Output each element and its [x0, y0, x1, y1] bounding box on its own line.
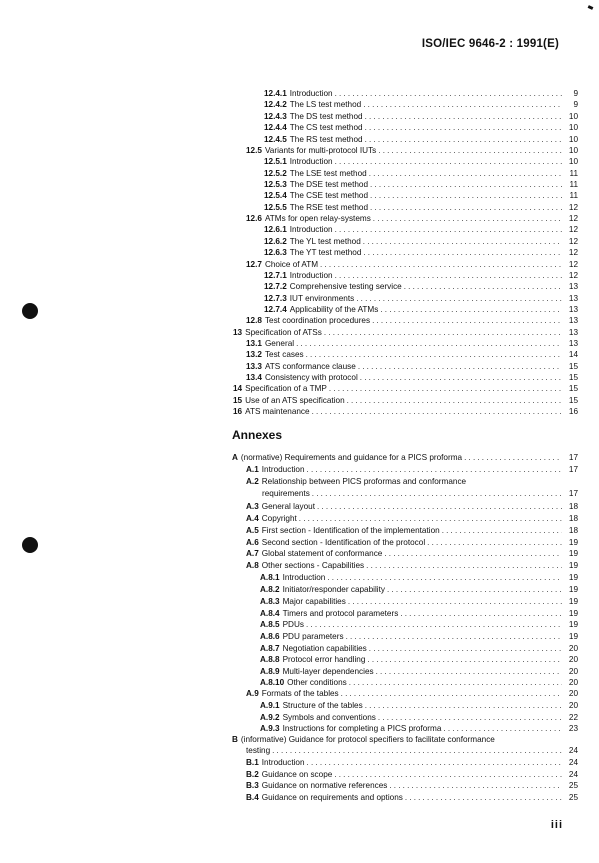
- dot-leader: [272, 745, 562, 756]
- toc-page-number: 20: [568, 667, 578, 676]
- toc-section-title: PDU parameters: [282, 632, 344, 641]
- dot-leader: [341, 688, 562, 699]
- toc-page-number: 12: [568, 248, 578, 257]
- toc-section-number: A.8.5: [260, 620, 280, 629]
- dot-leader: [443, 723, 562, 734]
- toc-section-title: ATMs for open relay-systems: [264, 214, 371, 223]
- toc-entry[interactable]: [246, 349, 578, 360]
- toc-section-title: ATS conformance clause: [264, 362, 356, 371]
- toc-section-title: Specification of a TMP: [245, 384, 327, 393]
- toc-section-title: Introduction: [289, 157, 333, 166]
- toc-page-number: 17: [568, 453, 578, 462]
- toc-entry[interactable]: [264, 236, 578, 247]
- toc-page-number: 13: [568, 294, 578, 303]
- toc-section-title: Specification of ATSs: [245, 328, 322, 337]
- toc-section-number: 13.2: [246, 350, 262, 359]
- toc-page-number: 20: [568, 644, 578, 653]
- toc-entry[interactable]: [246, 501, 578, 512]
- toc-entry[interactable]: [260, 677, 578, 688]
- toc-entry[interactable]: [246, 372, 578, 383]
- toc-entry[interactable]: [233, 327, 578, 338]
- toc-section-title: Major capabilities: [282, 597, 346, 606]
- toc-page-number: 11: [569, 180, 578, 189]
- toc-page-number: 9: [573, 100, 578, 109]
- dot-leader: [327, 572, 562, 583]
- dot-leader: [366, 560, 562, 571]
- toc-section-title: Guidance on normative references: [261, 781, 388, 790]
- toc-entry[interactable]: [264, 179, 578, 190]
- toc-section-title: Introduction: [261, 758, 305, 767]
- toc-section-title: Structure of the tables: [282, 701, 363, 710]
- toc-entry[interactable]: [260, 584, 578, 595]
- toc-section-number: A.2: [246, 477, 259, 486]
- toc-page-number: 19: [568, 609, 578, 618]
- toc-page-number: 18: [568, 514, 578, 523]
- toc-page-number: 24: [568, 770, 578, 779]
- toc-section-number: A.8: [246, 561, 259, 570]
- toc-section-number: A.8.6: [260, 632, 280, 641]
- toc-page-number: 19: [568, 573, 578, 582]
- toc-page-number: 15: [568, 396, 578, 405]
- toc-section-number: A.8.1: [260, 573, 280, 582]
- dot-leader: [356, 293, 562, 304]
- dot-leader: [363, 247, 562, 258]
- toc-page-number: 19: [568, 561, 578, 570]
- dot-leader: [334, 769, 562, 780]
- toc-entry[interactable]: [246, 560, 578, 571]
- toc-section-number: A.9: [246, 689, 259, 698]
- toc-entry[interactable]: [233, 406, 578, 417]
- toc-page-number: 22: [568, 713, 578, 722]
- dot-leader: [317, 501, 562, 512]
- toc-section-number: A.7: [246, 549, 259, 558]
- toc-entry[interactable]: [246, 145, 578, 156]
- dot-leader: [370, 190, 562, 201]
- dot-leader: [329, 383, 562, 394]
- dot-leader: [349, 677, 562, 688]
- toc-section-number: B: [232, 735, 238, 744]
- toc-entry[interactable]: [260, 608, 578, 619]
- toc-section-title: (informative) Guidance for protocol specifiers to facilitate conformance: [240, 735, 495, 744]
- toc-section-title: Global statement of conformance: [261, 549, 383, 558]
- toc-entry[interactable]: [233, 383, 578, 394]
- toc-page-number: 12: [568, 214, 578, 223]
- toc-section-title: Guidance on scope: [261, 770, 333, 779]
- toc-page-number: 15: [568, 384, 578, 393]
- toc-section-title: General: [264, 339, 295, 348]
- dot-leader: [372, 315, 562, 326]
- dot-leader: [312, 406, 562, 417]
- toc-section-number: 13.3: [246, 362, 262, 371]
- dot-leader: [307, 464, 562, 475]
- toc-entry[interactable]: [246, 548, 578, 559]
- dot-leader: [346, 631, 562, 642]
- dot-leader: [464, 452, 562, 463]
- dot-leader: [427, 537, 562, 548]
- toc-entry[interactable]: [246, 513, 578, 524]
- toc-entry[interactable]: [264, 224, 578, 235]
- toc-section-number: B.1: [246, 758, 259, 767]
- toc-entry[interactable]: [246, 361, 578, 372]
- toc-section-title: Initiator/responder capability: [282, 585, 385, 594]
- toc-section-title: Consistency with protocol: [264, 373, 358, 382]
- dot-leader: [296, 338, 562, 349]
- toc-section-number: A.6: [246, 538, 259, 547]
- toc-entry[interactable]: [246, 315, 578, 326]
- toc-page-number: 11: [569, 191, 578, 200]
- toc-entry[interactable]: [246, 792, 578, 803]
- toc-section-title: Introduction: [289, 225, 333, 234]
- dot-leader: [363, 236, 562, 247]
- toc-entry[interactable]: [246, 476, 578, 487]
- toc-section-title: Introduction: [289, 89, 333, 98]
- toc-entry[interactable]: [260, 631, 578, 642]
- toc-section-number: 12.5.2: [264, 169, 287, 178]
- dot-leader: [335, 224, 562, 235]
- toc-entry[interactable]: [246, 745, 578, 756]
- toc-section-number: A.5: [246, 526, 259, 535]
- toc-entry[interactable]: [260, 596, 578, 607]
- toc-entry[interactable]: [260, 723, 578, 734]
- toc-section-number: 12.7.2: [264, 282, 287, 291]
- toc-page-number: 24: [568, 758, 578, 767]
- dot-leader: [370, 202, 562, 213]
- toc-section-number: A.9.3: [260, 724, 280, 733]
- dot-leader: [324, 327, 562, 338]
- dot-leader: [347, 395, 562, 406]
- toc-section-title: Introduction: [261, 465, 305, 474]
- toc-section-number: 12.7: [246, 260, 262, 269]
- toc-section-title: The DS test method: [289, 112, 363, 121]
- toc-entry[interactable]: [262, 488, 578, 499]
- toc-section-title: Guidance on requirements and options: [261, 793, 403, 802]
- dot-leader: [384, 548, 562, 559]
- toc-section-number: 16: [233, 407, 243, 416]
- toc-entry[interactable]: [246, 464, 578, 475]
- toc-section-title: Introduction: [289, 271, 333, 280]
- toc-section-title: The YT test method: [289, 248, 362, 257]
- toc-entry[interactable]: [260, 666, 578, 677]
- toc-entry[interactable]: [260, 572, 578, 583]
- toc-section-number: A: [232, 453, 238, 462]
- toc-section-title: testing: [246, 746, 271, 755]
- toc-section-number: 12.5.5: [264, 203, 287, 212]
- toc-entry[interactable]: [246, 688, 578, 699]
- toc-page-number: 9: [573, 89, 578, 98]
- dot-leader: [365, 111, 562, 122]
- toc-section-title: Protocol error handling: [282, 655, 366, 664]
- toc-page-number: 19: [568, 585, 578, 594]
- toc-section-number: 12.5.1: [264, 157, 287, 166]
- toc-section-title: PDUs: [282, 620, 304, 629]
- toc-section-title: Timers and protocol parameters: [282, 609, 399, 618]
- toc-section-number: 12.7.4: [264, 305, 287, 314]
- toc-page-number: 19: [568, 620, 578, 629]
- dot-leader: [335, 88, 562, 99]
- toc-section-title: Symbols and conventions: [282, 713, 376, 722]
- toc-section-title: Instructions for completing a PICS proforma: [282, 724, 442, 733]
- toc-entry[interactable]: [246, 259, 578, 270]
- toc-entry[interactable]: [233, 395, 578, 406]
- toc-page-number: 10: [568, 157, 578, 166]
- toc-section-number: B.2: [246, 770, 259, 779]
- toc-page-number: 12: [568, 237, 578, 246]
- dot-leader: [400, 608, 562, 619]
- dot-leader: [378, 145, 562, 156]
- toc-section-number: 12.6.3: [264, 248, 287, 257]
- toc-entry[interactable]: [232, 452, 578, 463]
- toc-entry[interactable]: [264, 99, 578, 110]
- toc-entry[interactable]: [264, 304, 578, 315]
- toc-page-number: 19: [568, 538, 578, 547]
- toc-section-number: 12.6: [246, 214, 262, 223]
- toc-section-number: B.3: [246, 781, 259, 790]
- toc-section-number: A.8.3: [260, 597, 280, 606]
- dot-leader: [312, 488, 562, 499]
- toc-section-number: 12.6.1: [264, 225, 287, 234]
- dot-leader: [335, 156, 562, 167]
- toc-entry[interactable]: [246, 769, 578, 780]
- toc-page-number: 25: [568, 793, 578, 802]
- toc-section-title: The RSE test method: [289, 203, 369, 212]
- toc-page-number: 19: [568, 549, 578, 558]
- toc-section-title: Relationship between PICS proformas and conformance: [261, 477, 467, 486]
- dot-leader: [363, 99, 562, 110]
- toc-page-number: 10: [568, 112, 578, 121]
- toc-section-title: The LSE test method: [289, 169, 367, 178]
- toc-page-number: 15: [568, 373, 578, 382]
- toc-section-title: Formats of the tables: [261, 689, 339, 698]
- toc-section-number: 12.7.3: [264, 294, 287, 303]
- dot-leader: [405, 792, 562, 803]
- toc-section-number: A.4: [246, 514, 259, 523]
- toc-section-number: A.3: [246, 502, 259, 511]
- toc-section-number: 12.4.2: [264, 100, 287, 109]
- toc-section-title: Variants for multi-protocol IUTs: [264, 146, 377, 155]
- dot-leader: [306, 349, 562, 360]
- toc-section-number: 13.4: [246, 373, 262, 382]
- toc-section-title: Multi-layer dependencies: [282, 667, 374, 676]
- toc-page-number: 20: [568, 701, 578, 710]
- dot-leader: [369, 643, 562, 654]
- dot-leader: [370, 179, 562, 190]
- toc-page-number: 15: [568, 362, 578, 371]
- toc-section-number: A.8.10: [260, 678, 285, 687]
- dot-leader: [360, 372, 562, 383]
- toc-section-title: Negotiation capabilities: [282, 644, 367, 653]
- page-number: iii: [550, 819, 563, 831]
- toc-page-number: 13: [568, 328, 578, 337]
- toc-section-number: A.8.9: [260, 667, 280, 676]
- toc-entry[interactable]: [260, 643, 578, 654]
- dot-leader: [307, 757, 562, 768]
- dot-leader: [365, 122, 562, 133]
- dot-leader: [387, 584, 562, 595]
- toc-section-title: Test cases: [264, 350, 304, 359]
- toc-entry[interactable]: [264, 88, 578, 99]
- toc-page-number: 20: [568, 655, 578, 664]
- toc-section-title: Second section - Identification of the protocol: [261, 538, 426, 547]
- dot-leader: [365, 700, 562, 711]
- dot-leader: [367, 654, 562, 665]
- toc-section-title: (normative) Requirements and guidance for a PICS proforma: [240, 453, 463, 462]
- toc-section-title: requirements: [262, 489, 310, 498]
- toc-section-number: 12.4.4: [264, 123, 287, 132]
- toc-entry[interactable]: [232, 734, 578, 745]
- toc-entry[interactable]: [260, 654, 578, 665]
- toc-entry[interactable]: [260, 712, 578, 723]
- toc-page-number: 17: [568, 489, 578, 498]
- document-id-header: ISO/IEC 9646-2 : 1991(E): [421, 38, 559, 50]
- toc-page-number: 24: [568, 746, 578, 755]
- toc-section-number: A.8.2: [260, 585, 280, 594]
- toc-section-number: A.9.1: [260, 701, 280, 710]
- toc-entry[interactable]: [246, 757, 578, 768]
- dot-leader: [373, 213, 562, 224]
- toc-section-number: A.8.4: [260, 609, 280, 618]
- toc-entry[interactable]: [264, 202, 578, 213]
- toc-section-number: 12.5: [246, 146, 262, 155]
- toc-section-title: Use of an ATS specification: [245, 396, 345, 405]
- toc-section-number: A.1: [246, 465, 259, 474]
- toc-page-number: 12: [568, 225, 578, 234]
- toc-section-number: B.4: [246, 793, 259, 802]
- toc-page-number: 20: [568, 689, 578, 698]
- toc-section-title: The RS test method: [289, 135, 363, 144]
- toc-section-number: 12.6.2: [264, 237, 287, 246]
- toc-section-title: Other conditions: [287, 678, 347, 687]
- toc-entry[interactable]: [246, 525, 578, 536]
- dot-leader: [365, 134, 562, 145]
- dot-leader: [369, 168, 562, 179]
- toc-page-number: 17: [568, 465, 578, 474]
- toc-section-number: 12.5.3: [264, 180, 287, 189]
- toc-page-number: 12: [568, 260, 578, 269]
- toc-section-title: The CS test method: [289, 123, 363, 132]
- toc-section-number: 14: [233, 384, 243, 393]
- toc-section-number: 13.1: [246, 339, 262, 348]
- toc-section-number: 12.4.3: [264, 112, 287, 121]
- toc-entry[interactable]: [246, 537, 578, 548]
- toc-page-number: 12: [568, 271, 578, 280]
- toc-section-number: 12.4.1: [264, 89, 287, 98]
- toc-page-number: 23: [568, 724, 578, 733]
- toc-entry[interactable]: [246, 338, 578, 349]
- toc-entry[interactable]: [246, 780, 578, 791]
- toc-page-number: 20: [568, 678, 578, 687]
- toc-page-number: 19: [568, 632, 578, 641]
- toc-section-number: A.9.2: [260, 713, 280, 722]
- toc-section-title: First section - Identification of the implementation: [261, 526, 440, 535]
- toc-page-number: 13: [568, 339, 578, 348]
- dot-leader: [358, 361, 562, 372]
- toc-entry[interactable]: [264, 247, 578, 258]
- toc-page-number: 16: [568, 407, 578, 416]
- toc-entry[interactable]: [260, 619, 578, 630]
- toc-page-number: 13: [568, 305, 578, 314]
- dot-leader: [404, 281, 562, 292]
- toc-page-number: 13: [568, 316, 578, 325]
- dot-leader: [376, 666, 562, 677]
- annexes-heading: Annexes: [232, 428, 283, 442]
- toc-section-title: The YL test method: [289, 237, 361, 246]
- toc-section-number: 13: [233, 328, 243, 337]
- toc-page-number: 10: [568, 123, 578, 132]
- toc-section-title: Choice of ATM: [264, 260, 319, 269]
- toc-entry[interactable]: [264, 168, 578, 179]
- toc-section-title: ATS maintenance: [245, 407, 310, 416]
- toc-section-title: Comprehensive testing service: [289, 282, 402, 291]
- toc-section-title: Other sections - Capabilities: [261, 561, 365, 570]
- toc-page-number: 25: [568, 781, 578, 790]
- toc-section-title: The DSE test method: [289, 180, 369, 189]
- toc-entry[interactable]: [260, 700, 578, 711]
- dot-leader: [442, 525, 562, 536]
- toc-section-title: Test coordination procedures: [264, 316, 371, 325]
- toc-entry[interactable]: [264, 122, 578, 133]
- toc-section-title: Copyright: [261, 514, 297, 523]
- toc-page-number: 19: [568, 597, 578, 606]
- dot-leader: [299, 513, 562, 524]
- toc-section-number: A.8.8: [260, 655, 280, 664]
- toc-section-number: 12.4.5: [264, 135, 287, 144]
- toc-entry[interactable]: [246, 213, 578, 224]
- toc-page-number: 18: [568, 502, 578, 511]
- dot-leader: [378, 712, 562, 723]
- toc-entry[interactable]: [264, 281, 578, 292]
- toc-section-title: The LS test method: [289, 100, 362, 109]
- toc-page-number: 12: [568, 203, 578, 212]
- toc-entry[interactable]: [264, 134, 578, 145]
- toc-page-number: 10: [568, 146, 578, 155]
- toc-section-number: 12.7.1: [264, 271, 287, 280]
- toc-page-number: 18: [568, 526, 578, 535]
- dot-leader: [380, 304, 562, 315]
- toc-entry[interactable]: [264, 190, 578, 201]
- toc-entry[interactable]: [264, 156, 578, 167]
- toc-section-title: IUT environments: [289, 294, 355, 303]
- dot-leader: [348, 596, 562, 607]
- toc-page-number: 11: [569, 169, 578, 178]
- toc-page-number: 14: [568, 350, 578, 359]
- dot-leader: [320, 259, 562, 270]
- dot-leader: [306, 619, 562, 630]
- toc-section-title: Applicability of the ATMs: [289, 305, 379, 314]
- toc-entry[interactable]: [264, 293, 578, 304]
- toc-section-number: A.8.7: [260, 644, 280, 653]
- toc-section-number: 12.8: [246, 316, 262, 325]
- toc-page-number: 13: [568, 282, 578, 291]
- toc-entry[interactable]: [264, 270, 578, 281]
- toc-section-number: 15: [233, 396, 243, 405]
- toc-section-title: Introduction: [282, 573, 326, 582]
- dot-leader: [335, 270, 562, 281]
- toc-section-title: General layout: [261, 502, 316, 511]
- dot-leader: [389, 780, 562, 791]
- toc-entry[interactable]: [264, 111, 578, 122]
- toc-section-title: The CSE test method: [289, 191, 369, 200]
- toc-section-number: 12.5.4: [264, 191, 287, 200]
- toc-page-number: 10: [568, 135, 578, 144]
